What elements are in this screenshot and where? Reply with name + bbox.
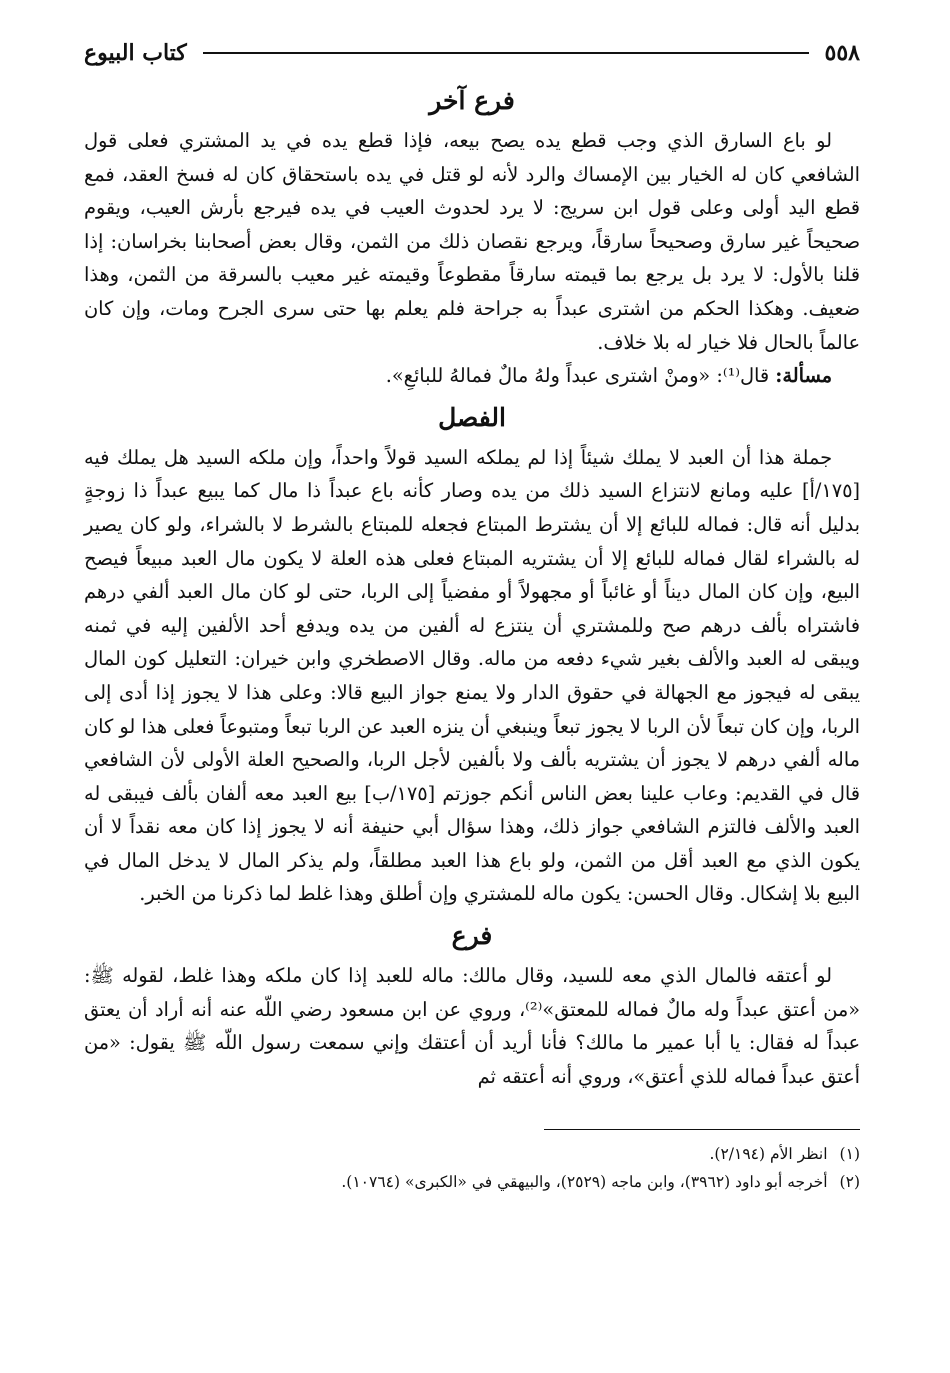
page-number: ٥٥٨: [824, 40, 860, 66]
paragraph-sariq: لو باع السارق الذي وجب قطع يده يصح بيعه، فإذا قطع يده في يد المشتري فعلى قول الشافعي كان له الخيار بين الإمساك والرد لأنه لو قتل في يده باستحقاق كان له فسخ العقد، فمع قطع اليد أولى وعلى قول ابن سريج: لا يرد لحدوث العيب في يده فيرجع بأرش العيب، ويقوم صحيحاً غير سارق وصحيحاً سارقاً، ويرجع نقصان ذلك من الثمن، وقال بعض أصحابنا بخراسان: إذا قلنا بالأول: لا يرد بل يرجع بما قيمته سارقاً مقطوعاً وقيمته غير معيب بالسرقة من الثمن، وهذا ضعيف. وهكذا الحكم من اشترى عبداً به جراحة فلم يعلم بها حتى سرى الجرح ومات، وإن كان عالماً بالحال فلا خيار له بلا خلاف.: [84, 129, 860, 354]
footnote-1-text: انظر الأم (٢/١٩٤).: [709, 1145, 828, 1164]
masala-line: [84, 359, 860, 393]
footnote-2-text: أخرجه أبو داود (٣٩٦٢)، وابن ماجه (٢٥٢٩)، والبيهقي في «الكبرى» (١٠٧٦٤).: [341, 1173, 828, 1192]
footnote-2: [84, 1168, 860, 1196]
header-rule: [203, 52, 809, 54]
paragraph-far: لو أعتقه فالمال الذي معه للسيد، وقال مالك: ماله للعبد إذا كان ملكه وهذا غلط، لقوله ﷺ: «من أعتق عبداً وله مالٌ فماله للمعتق»⁽²⁾، وروي عن ابن مسعود رضي اللّه عنه أنه أراد أن يعتق عبداً له فقال: يا أبا عمير ما مالك؟ فأنا أريد أن أعتقك وإني سمعت رسول اللّه ﷺ يقول: «من أعتق عبداً فماله للذي أعتق»، وروي أنه أعتقه ثم: [84, 964, 860, 1088]
masala-label: مسألة:: [775, 364, 832, 388]
footnote-1-number: (١): [839, 1145, 860, 1164]
running-header: [84, 30, 860, 76]
section-heading-far: فرع: [451, 921, 493, 951]
paragraph-fasl: جملة هذا أن العبد لا يملك شيئاً إذا لم يملكه السيد قولاً واحداً، وإن ملكه السيد هل يملك فيه [١٧٥/أ] عليه ومانع لانتزاع السيد ذلك من يده وصار كأنه باع عبداً ذا مال كما يبيع عبداً ذا زوجةٍ بدليل أنه قال: فماله للبائع إلا أن يشترط المبتاع فجعله للمبتاع بالشرط لا بالشراء، ولو كان يصير له بالشراء لقال فماله للبائع إلا أن يشتريه المبتاع فعلى هذه العلة لا يكون مال العبد مبيعاً فيصح البيع، وإن كان المال ديناً أو غائباً أو مجهولاً أو مفضياً إلى الربا، حتى لو كان مال العبد ألفي درهم فاشتراه بألف درهم صح وللمشتري أن ينتزع له ألفين من يده ويدفع أحد الألفين إليه في ثمنه ويبقى له العبد والألف بغير شيء دفعه من ماله. وقال الاصطخري وابن خيران: التعليل كون المال يبقى له فيجوز مع الجهالة في حقوق الدار ولا يمنع جواز البيع قالا: وعلى هذا لا يجوز إذا أدى إلى الربا، وإن كان تبعاً لأن الربا لا يجوز تبعاً وينبغي أن ينزه العبد عن الربا تبعاً ومتبوعاً فعلى هذا لو كان ماله ألفي درهم لا يجوز أن يشتريه بألف ولا بألفين لأجل الربا، والصحيح العلة الأولى لأن الشافعي قال في القديم: وعاب علينا بعض الناس أنكم جوزتم [١٧٥/ب] بيع العبد معه ألفان بألف فيبقى له العبد والألف فالتزم الشافعي جواز ذلك، وهذا سؤال أبي حنيفة أنه لا يجوز إذا كان معه نقداً لا أن يكون الذي مع العبد أقل من الثمن، ولو باع هذا العبد مطلقاً، ولم يذكر المال لا يدخل المال في البيع بلا إشكال. وقال الحسن: يكون ماله للمشتري وإن أطلق وهذا غلط لما ذكرنا من الخبر.: [84, 445, 860, 906]
book-title: كتاب البيوع: [84, 40, 187, 66]
footnote-1: [84, 1140, 860, 1168]
book-page: [84, 30, 860, 1350]
section-heading-fasl: الفصل: [438, 402, 506, 432]
masala-text: قال⁽¹⁾: «ومنْ اشترى عبداً ولهُ مالٌ فمالهُ للبائعِ».: [385, 364, 776, 388]
footnote-2-number: (٢): [839, 1173, 860, 1192]
section-heading-far-akhar: فرع آخر: [429, 86, 515, 115]
footnote-rule: [544, 1129, 860, 1130]
